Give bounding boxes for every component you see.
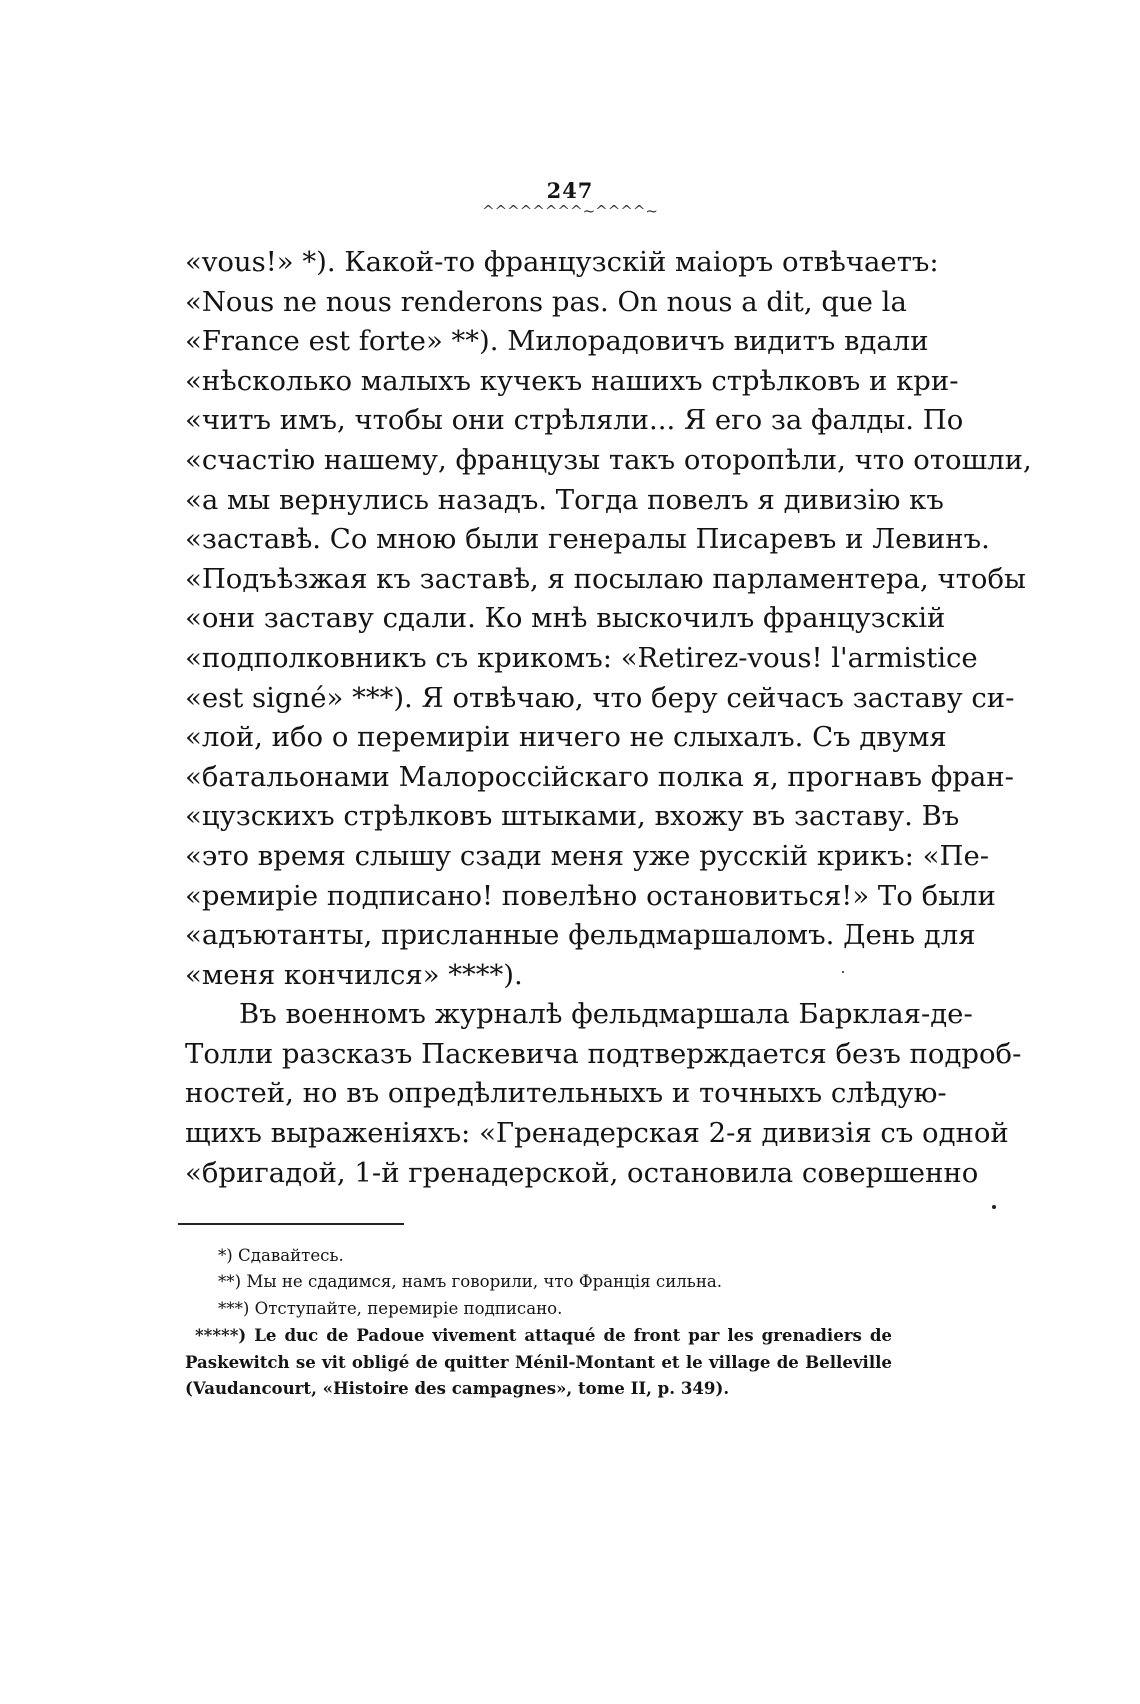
footnote-2: **) Мы не сдадимся, намъ говорили, что Франція сильна. — [218, 1272, 723, 1292]
text-line: «подполковникъ съ крикомъ: «Retirez-vous! l'armistice — [185, 641, 978, 674]
footnote-4-line-1: *****) Le duc de Padoue vivement attaqué de front par les grenadiers de — [195, 1325, 892, 1346]
text-line: «Подъѣзжая къ заставѣ, я посылаю парламентера, чтобы — [185, 562, 1026, 595]
text-line: «est signé» ***). Я отвѣчаю, что беру сейчасъ заставу си- — [185, 681, 1015, 714]
text-line: «заставѣ. Со мною были генералы Писаревъ и Левинъ. — [185, 523, 990, 556]
text-line: «это время слышу сзади меня уже русскій крикъ: «Пе- — [185, 839, 990, 872]
text-line: «счастію нашему, французы такъ оторопѣли, что отошли, — [185, 443, 1032, 476]
footnotes — [185, 1243, 892, 1401]
text-line: «они заставу сдали. Ко мнѣ выскочилъ французскій — [185, 602, 946, 635]
text-line: «нѣсколько малыхъ кучекъ нашихъ стрѣлковъ и кри- — [185, 364, 959, 397]
text-line: «ремиріе подписано! повелѣно остановиться!» То были — [185, 879, 996, 912]
print-speck — [992, 1205, 996, 1209]
page-number: 247 — [546, 178, 594, 203]
text-line: «vous!» *). Какой-то французскій маіоръ отвѣчаетъ: — [185, 246, 939, 278]
text-line: «France est forte» **). Милорадовичъ видитъ вдали — [185, 325, 929, 358]
text-line: «адъютанты, присланные фельдмаршаломъ. День для — [185, 919, 976, 952]
footnote-4-line-2: Paskewitch se vit obligé de quitter Ménil-Montant et le village de Belleville — [185, 1351, 892, 1372]
text-line: «читъ имъ, чтобы они стрѣляли... Я его за фалды. По — [185, 404, 964, 437]
print-speck — [842, 971, 844, 973]
text-line: «лой, ибо о перемиріи ничего не слыхалъ. Съ двумя — [185, 721, 947, 754]
text-line: «батальонами Малороссійскаго полка я, прогнавъ фран- — [185, 760, 1014, 793]
text-line: «цузскихъ стрѣлковъ штыками, вхожу въ заставу. Въ — [185, 800, 960, 833]
header-ornament: ^^^^^^^^~^^^^~ — [482, 202, 658, 220]
body-text — [185, 243, 1032, 1193]
text-line: щихъ выраженіяхъ: «Гренадерская 2-я дивизія съ одной — [185, 1117, 1009, 1150]
text-line: ностей, но въ опредѣлительныхъ и точныхъ слѣдую- — [185, 1077, 947, 1110]
text-line: «бригадой, 1-й гренадерской, остановила совершенно — [185, 1156, 979, 1189]
footnote-4-line-3: (Vaudancourt, «Histoire des campagnes», tome II, p. 349). — [185, 1377, 730, 1398]
text-line: «меня кончился» ****). — [185, 958, 523, 991]
paragraph-start-line: Въ военномъ журналѣ фельдмаршала Барклая-де- — [239, 998, 973, 1031]
text-line: «а мы вернулись назадъ. Тогда повелъ я дивизію къ — [185, 483, 944, 516]
footnote-3: ***) Отступайте, перемиріе подписано. — [218, 1298, 563, 1318]
text-line: «Nous ne nous renderons pas. On nous a dit, que la — [185, 285, 907, 318]
footnote-1: *) Сдавайтесь. — [218, 1246, 344, 1265]
footnote-divider — [178, 1223, 404, 1225]
text-line: Толли разсказъ Паскевича подтверждается безъ подроб- — [185, 1037, 1022, 1070]
